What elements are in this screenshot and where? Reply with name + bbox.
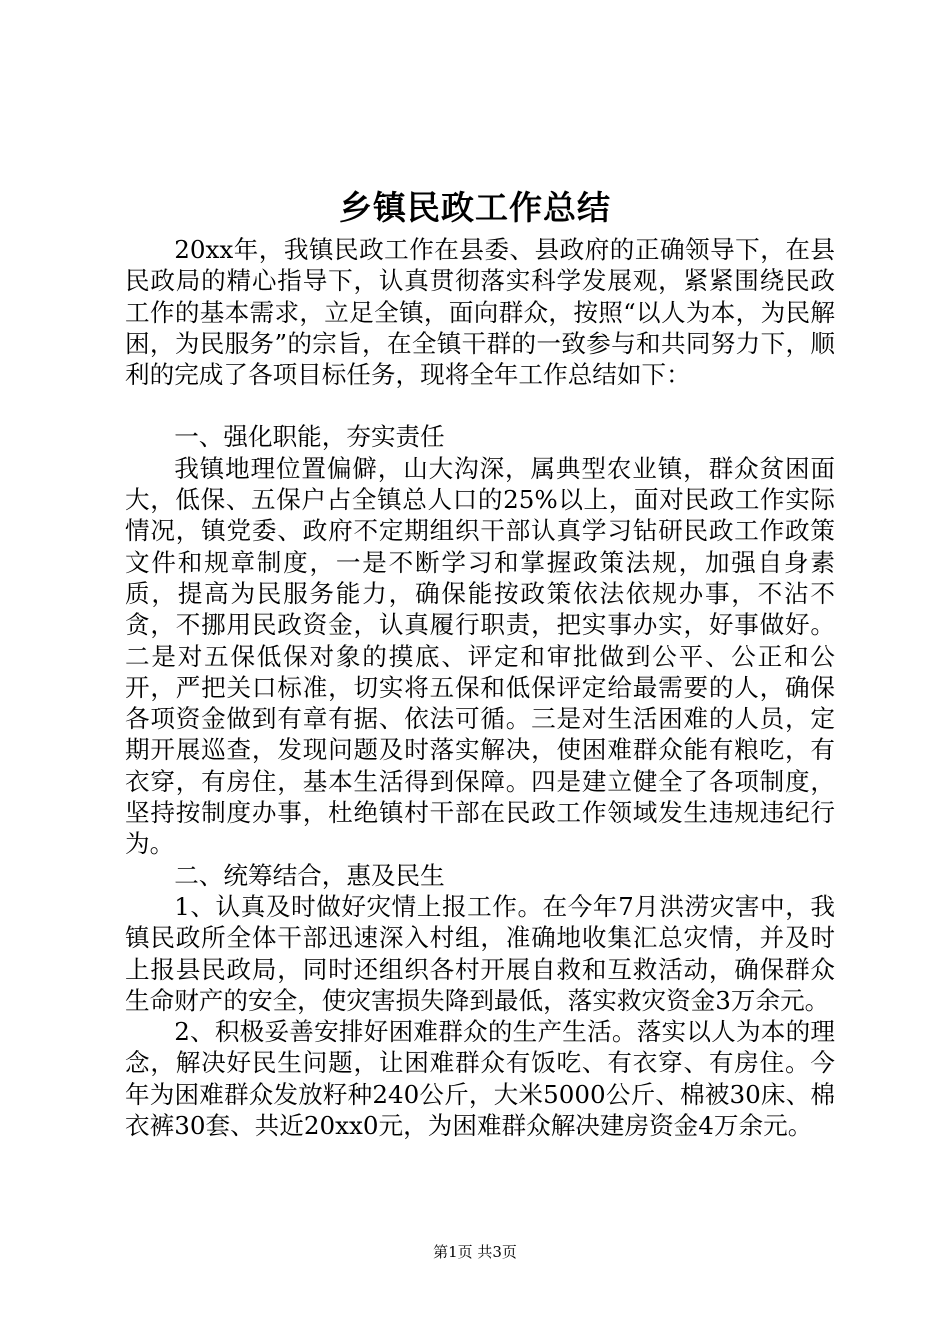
document-body: [125, 234, 835, 1141]
section-2-item-2: 2、积极妥善安排好困难群众的生产生活。落实以人为本的理念，解决好民生问题，让困难群众有饭吃、有衣穿、有房住。今年为困难群众发放籽种240公斤，大米5000公斤、棉被30床、棉衣裤30套、共近20xx0元，为困难群众解决建房资金4万余元。: [125, 1017, 835, 1141]
section-2-item-1: 1、认真及时做好灾情上报工作。在今年7月洪涝灾害中，我镇民政所全体干部迅速深入村组，准确地收集汇总灾情，并及时上报县民政局，同时还组织各村开展自救和互救活动，确保群众生命财产的安全，使灾害损失降到最低，落实救灾资金3万余元。: [125, 891, 835, 1015]
intro-paragraph: 20xx年，我镇民政工作在县委、县政府的正确领导下，在县民政局的精心指导下，认真贯彻落实科学发展观，紧紧围绕民政工作的基本需求，立足全镇，面向群众，按照“以人为本，为民解困，为民服务”的宗旨，在全镇干群的一致参与和共同努力下，顺利的完成了各项目标任务，现将全年工作总结如下：: [125, 235, 835, 390]
page-number: 第1页 共3页: [433, 1243, 517, 1261]
section-heading-1: 一、强化职能，夯实责任: [174, 422, 445, 452]
section-1-paragraph: 我镇地理位置偏僻，山大沟深，属典型农业镇，群众贫困面大，低保、五保户占全镇总人口的25%以上，面对民政工作实际情况，镇党委、政府不定期组织干部认真学习钻研民政工作政策文件和规章制度，一是不断学习和掌握政策法规，加强自身素质，提高为民服务能力，确保能按政策依法依规办事，不沾不贪，不挪用民政资金，认真履行职责，把实事办实，好事做好。二是对五保低保对象的摸底、评定和审批做到公平、公正和公开，严把关口标准，切实将五保和低保评定给最需要的人，确保各项资金做到有章有据、依法可循。三是对生活困难的人员，定期开展巡查，发现问题及时落实解决，使困难群众能有粮吃，有衣穿，有房住，基本生活得到保障。四是建立健全了各项制度，坚持按制度办事，杜绝镇村干部在民政工作领域发生违规违纪行为。: [125, 453, 835, 859]
section-heading-2: 二、统筹结合，惠及民生: [174, 860, 445, 890]
document-title: 乡镇民政工作总结: [339, 188, 611, 227]
